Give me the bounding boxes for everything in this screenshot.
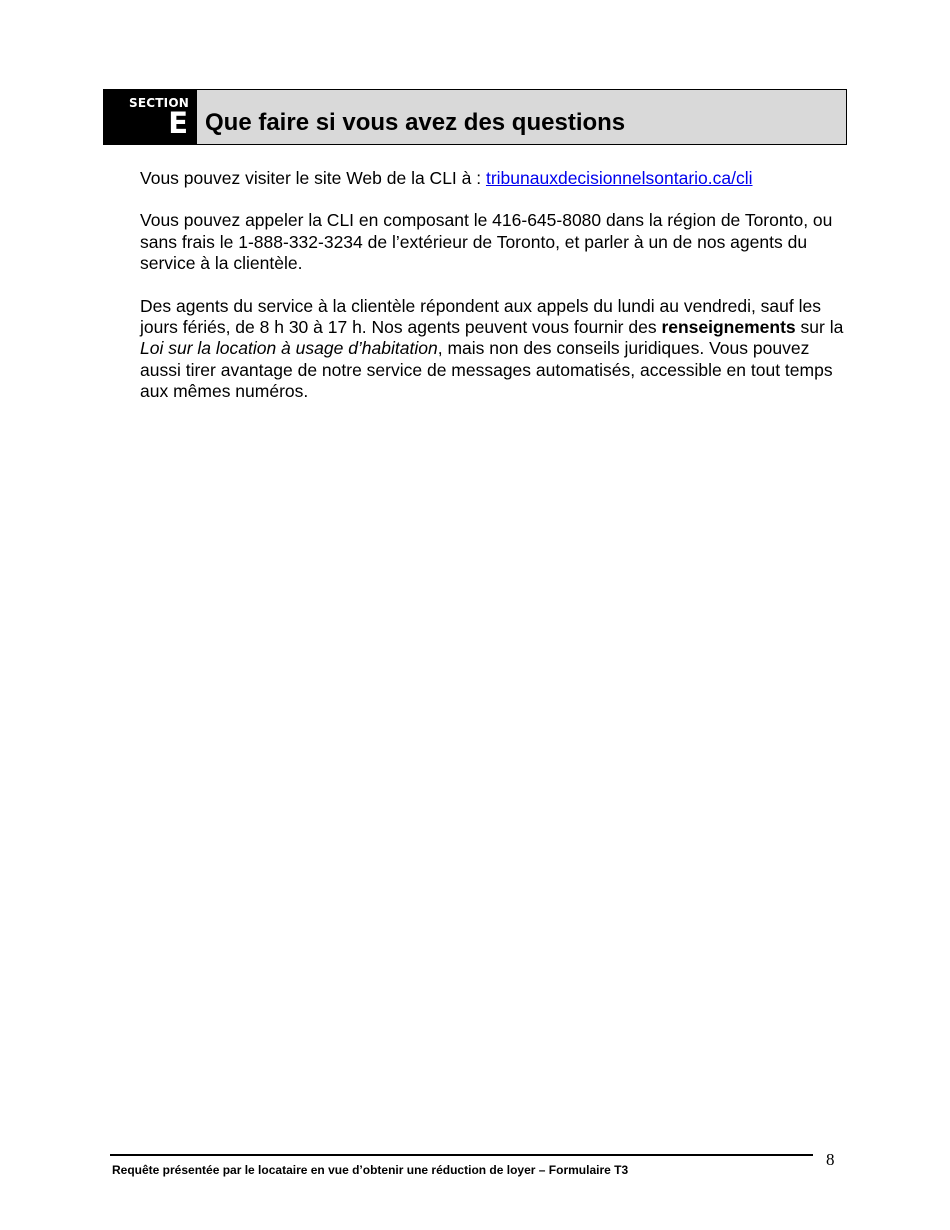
law-title: Loi sur la location à usage d’habitation — [140, 338, 438, 359]
hours-text-part3: , mais non des conseils juridiques. Vous pouvez aussi tirer avantage de notre service de messages automatisés, accessible en tout temps aux mêmes numéros. — [140, 338, 833, 402]
page-number: 8 — [826, 1150, 835, 1169]
website-link[interactable]: tribunauxdecisionnelsontario.ca/cli — [485, 168, 753, 188]
footer-text: Requête présentée par le locataire en vue d’obtenir une réduction de loyer – Formulaire T3 — [112, 1163, 629, 1177]
footer-rule — [110, 1154, 813, 1156]
hours-paragraph — [140, 296, 845, 403]
section-letter: E — [168, 106, 188, 140]
hours-text-part1: Des agents du service à la clientèle répondent aux appels du lundi au vendredi, sauf les jours fériés, de 8 h 30 à 17 h. Nos agents peuvent vous fournir des — [140, 295, 821, 338]
website-intro-text: Vous pouvez visiter le site Web de la CLI à : — [140, 168, 486, 188]
section-label: SECTION — [129, 96, 189, 110]
section-header — [103, 89, 847, 145]
hours-text-part2: sur la — [795, 317, 844, 338]
section-content — [140, 168, 845, 424]
section-badge — [104, 90, 197, 144]
hours-bold-text: renseignements — [661, 317, 796, 338]
phone-paragraph: Vous pouvez appeler la CLI en composant le 416-645-8080 dans la région de Toronto, ou sans frais le 1-888-332-3234 de l’extérieur de Toronto, et parler à un de nos agents du service à la clientèle. — [140, 210, 833, 274]
website-paragraph — [140, 168, 845, 189]
section-title: Que faire si vous avez des questions — [205, 109, 626, 136]
